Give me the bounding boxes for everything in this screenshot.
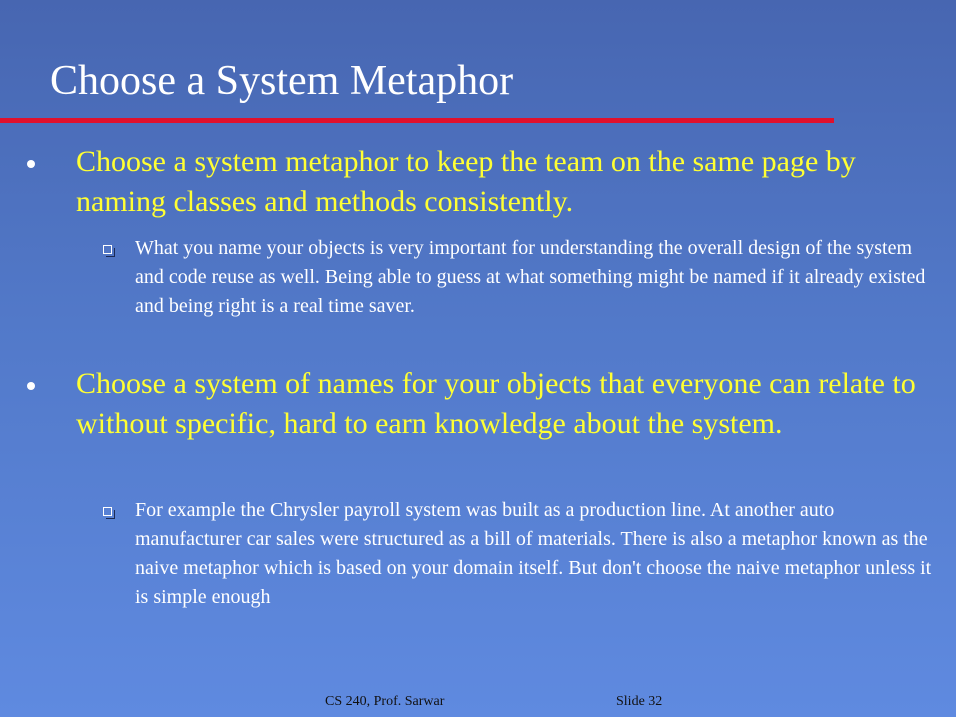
bullet-text: Choose a system metaphor to keep the team on the same page by naming classes and methods consistently.	[76, 145, 856, 218]
round-bullet-icon	[27, 382, 35, 390]
footer-course: CS 240, Prof. Sarwar	[325, 694, 445, 709]
square-box-bullet-icon	[103, 245, 112, 254]
title-underline	[0, 118, 834, 123]
sub-bullet-text: For example the Chrysler payroll system was built as a production line. At another auto manufacturer car sales were structured as a bill of materials. There is also a metaphor known as the naive metaphor which is based on your domain itself. But don't choose the naive metaphor unless it is simple enough	[135, 499, 932, 608]
round-bullet-icon	[27, 160, 35, 168]
square-box-bullet-icon	[103, 507, 112, 516]
bullet-text: Choose a system of names for your objects that everyone can relate to without specific, hard to earn knowledge about the system.	[76, 367, 916, 440]
footer-slide-number: Slide 32	[616, 694, 663, 709]
sub-bullet-text: What you name your objects is very important for understanding the overall design of the system and code reuse as well. Being able to guess at what something might be named if it already existed and being right is a real time saver.	[135, 237, 926, 317]
slide-title: Choose a System Metaphor	[50, 58, 514, 104]
